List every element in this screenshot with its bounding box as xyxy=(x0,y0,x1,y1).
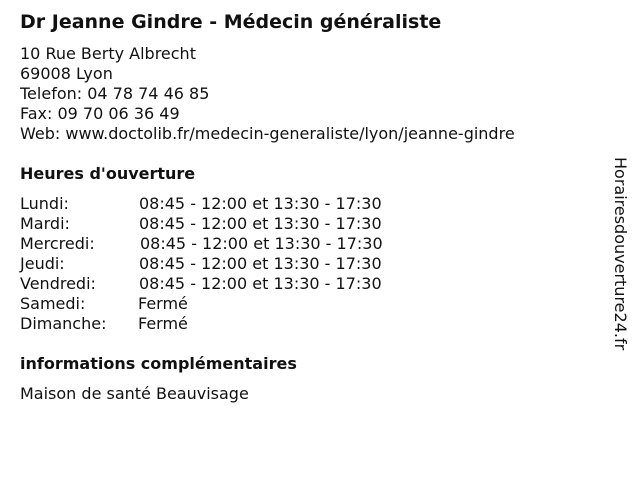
hours-day: Lundi: xyxy=(20,194,69,213)
hours-time: Fermé xyxy=(138,314,188,333)
hours-row xyxy=(20,214,540,234)
hours-day: Jeudi: xyxy=(20,254,65,273)
phone-number: Telefon: 04 78 74 46 85 xyxy=(20,84,210,103)
website: Web: www.doctolib.fr/medecin-generaliste/lyon/jeanne-gindre xyxy=(20,124,515,143)
hours-day: Dimanche: xyxy=(20,314,107,333)
hours-row xyxy=(20,194,540,214)
hours-time: 08:45 - 12:00 et 13:30 - 17:30 xyxy=(139,194,382,213)
hours-row xyxy=(20,254,540,274)
hours-time: 08:45 - 12:00 et 13:30 - 17:30 xyxy=(139,214,382,233)
address-city: 69008 Lyon xyxy=(20,64,113,83)
hours-heading: Heures d'ouverture xyxy=(20,164,196,183)
page-title: Dr Jeanne Gindre - Médecin généraliste xyxy=(20,11,442,33)
hours-row xyxy=(20,294,540,314)
hours-row xyxy=(20,314,540,334)
hours-day: Samedi: xyxy=(20,294,86,313)
hours-table xyxy=(20,194,540,334)
side-watermark-text: Horairesdouverture24.fr xyxy=(611,157,630,351)
hours-row xyxy=(20,234,540,254)
address-street: 10 Rue Berty Albrecht xyxy=(20,44,196,63)
hours-time: 08:45 - 12:00 et 13:30 - 17:30 xyxy=(140,234,383,253)
hours-day: Mardi: xyxy=(20,214,70,233)
fax-number: Fax: 09 70 06 36 49 xyxy=(20,104,180,123)
hours-time: Fermé xyxy=(138,294,188,313)
side-watermark xyxy=(606,134,634,374)
address-block xyxy=(20,44,515,144)
hours-time: 08:45 - 12:00 et 13:30 - 17:30 xyxy=(139,254,382,273)
info-text: Maison de santé Beauvisage xyxy=(20,384,249,403)
hours-time: 08:45 - 12:00 et 13:30 - 17:30 xyxy=(139,274,382,293)
hours-day: Mercredi: xyxy=(20,234,95,253)
hours-row xyxy=(20,274,540,294)
info-heading: informations complémentaires xyxy=(20,354,297,373)
hours-day: Vendredi: xyxy=(20,274,96,293)
